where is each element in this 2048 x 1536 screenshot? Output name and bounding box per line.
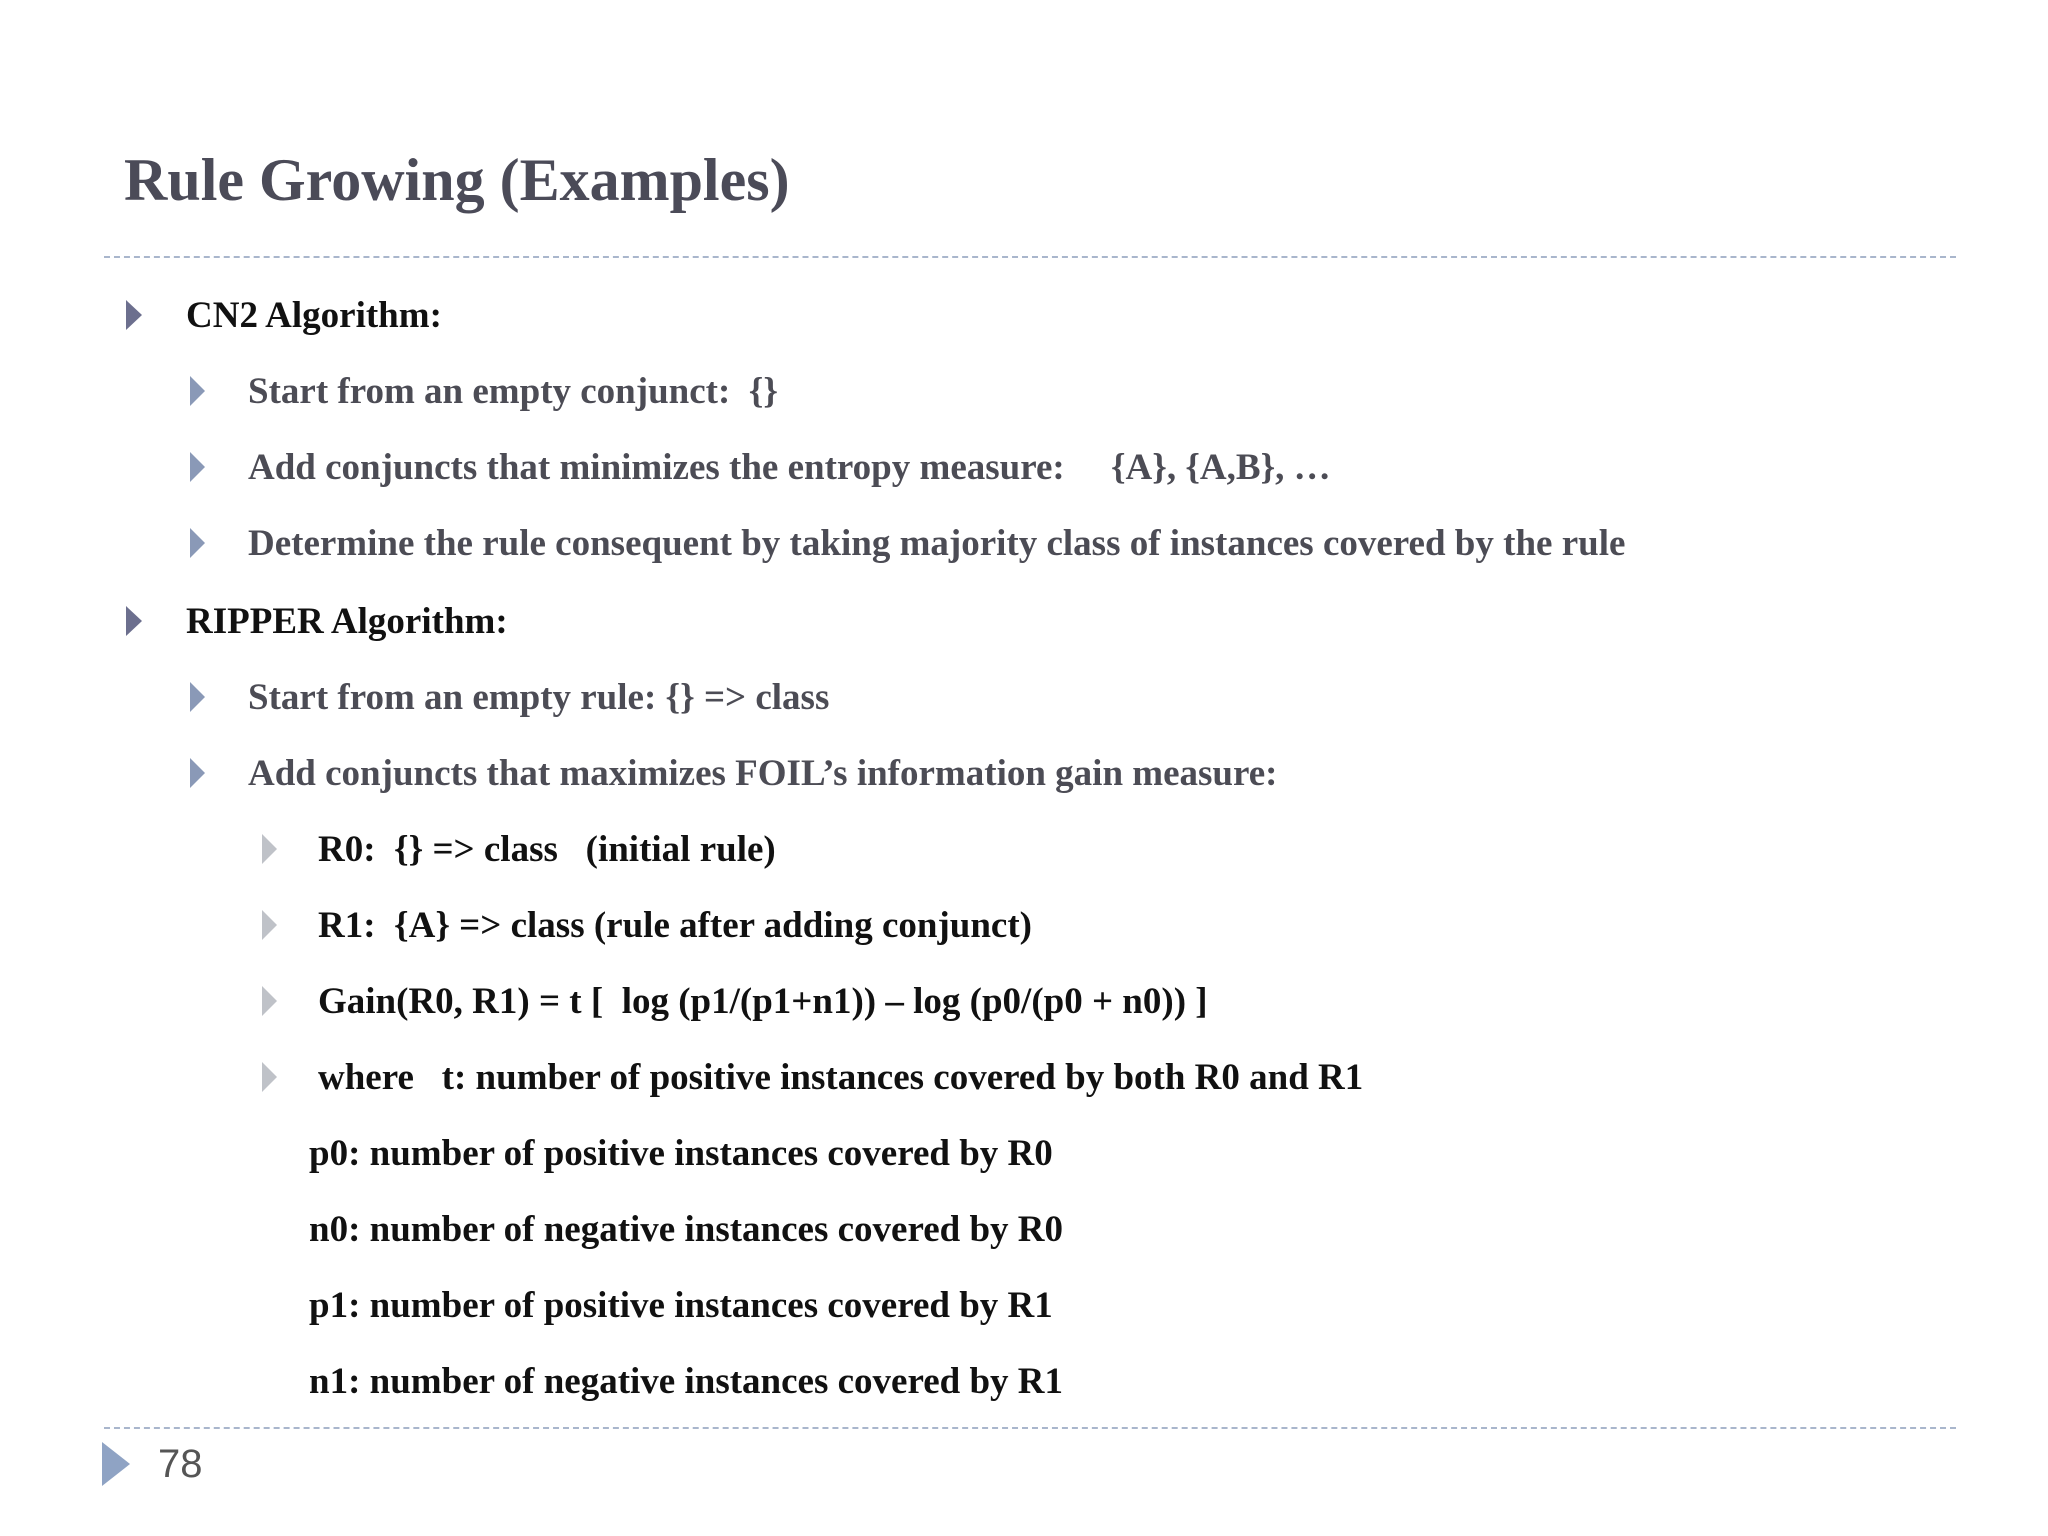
bullet-text: Determine the rule consequent by taking majority class of instances covered by the rule <box>248 522 1626 564</box>
bullet-text: RIPPER Algorithm: <box>186 600 508 642</box>
footer-divider <box>104 1427 1956 1429</box>
bullet-text: R1: {A} => class (rule after adding conjunct) <box>318 904 1032 946</box>
sub-sub-bullet-r0 <box>318 819 776 879</box>
definition-text: n1: number of negative instances covered by R1 <box>309 1360 1064 1402</box>
triangle-bullet-icon <box>190 528 205 558</box>
title-divider <box>104 256 1956 258</box>
sub-sub-bullet-r1 <box>318 895 1032 955</box>
definition-n0 <box>309 1199 1063 1259</box>
definition-n1 <box>309 1351 1063 1411</box>
sub-bullet-add-conjuncts-entropy <box>248 437 1331 497</box>
triangle-bullet-icon <box>190 758 205 788</box>
definition-text: p0: number of positive instances covered by R0 <box>309 1132 1053 1174</box>
definition-p0 <box>309 1123 1053 1183</box>
bullet-text: Add conjuncts that minimizes the entropy measure: {A}, {A,B}, … <box>248 446 1331 488</box>
definition-text: n0: number of negative instances covered by R0 <box>309 1208 1064 1250</box>
page-number: 78 <box>158 1442 203 1486</box>
triangle-bullet-icon <box>190 376 205 406</box>
triangle-bullet-icon <box>126 606 142 636</box>
bullet-text: Start from an empty rule: {} => class <box>248 676 830 718</box>
bullet-ripper-algorithm <box>186 591 508 651</box>
bullet-text: Start from an empty conjunct: {} <box>248 370 778 412</box>
footer-triangle-icon <box>102 1442 130 1486</box>
sub-bullet-empty-rule <box>248 667 829 727</box>
bullet-text: Gain(R0, R1) = t [ log (p1/(p1+n1)) – log (p0/(p0 + n0)) ] <box>318 980 1208 1022</box>
triangle-bullet-icon <box>190 452 205 482</box>
bullet-text: R0: {} => class (initial rule) <box>318 828 776 870</box>
triangle-bullet-icon <box>262 1062 277 1092</box>
sub-bullet-foil-gain <box>248 743 1278 803</box>
definition-p1 <box>309 1275 1053 1335</box>
bullet-cn2-algorithm <box>186 285 442 345</box>
triangle-bullet-icon <box>262 986 277 1016</box>
triangle-bullet-icon <box>262 910 277 940</box>
slide-title: Rule Growing (Examples) <box>124 147 790 213</box>
sub-sub-bullet-gain-formula <box>318 971 1208 1031</box>
sub-sub-bullet-where-t <box>318 1047 1363 1107</box>
definition-text: p1: number of positive instances covered by R1 <box>309 1284 1053 1326</box>
triangle-bullet-icon <box>262 834 277 864</box>
bullet-text: where t: number of positive instances covered by both R0 and R1 <box>318 1056 1364 1098</box>
bullet-text: Add conjuncts that maximizes FOIL’s information gain measure: <box>248 752 1278 794</box>
sub-bullet-empty-conjunct <box>248 361 778 421</box>
triangle-bullet-icon <box>190 682 205 712</box>
triangle-bullet-icon <box>126 300 142 330</box>
sub-bullet-rule-consequent <box>248 513 1625 573</box>
bullet-text: CN2 Algorithm: <box>186 294 442 336</box>
